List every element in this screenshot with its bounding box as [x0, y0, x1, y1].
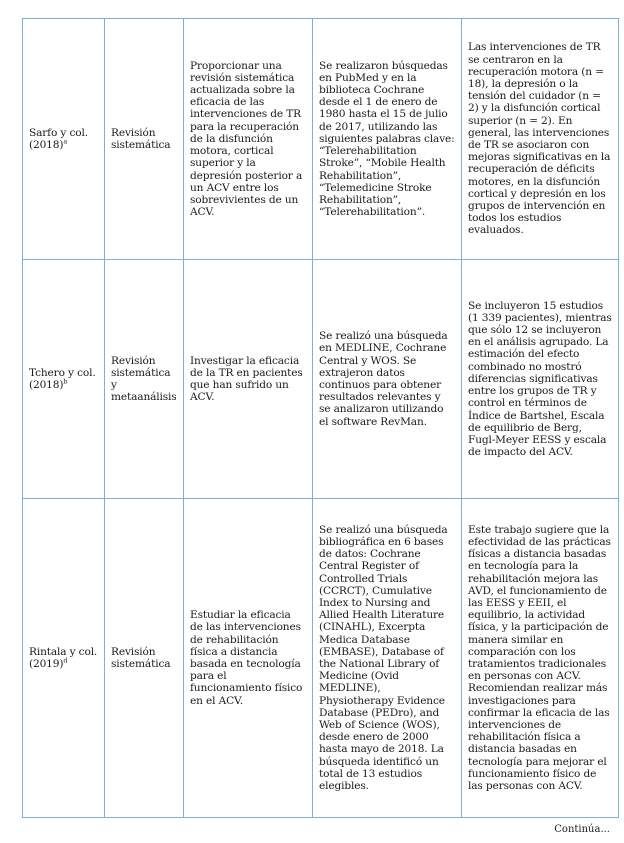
type-cell: [105, 499, 184, 818]
type-cell: [105, 260, 184, 499]
method-text: Se realizó una búsqueda en MEDLINE, Cochrane Central y WOS. Se extrajeron datos continuos para obtener resultados relevantes y se analizaron utilizando el software RevMan.: [319, 330, 448, 428]
table-row: [23, 260, 619, 499]
table-row: [23, 19, 619, 260]
method-text: Se realizó una búsqueda bibliográfica en 6 bases de datos: Cochrane Central Register of Controlled Trials (CCRCT), Cumulative Index to Nursing and Allied Health Literature (CINAHL), Excerpta Medica Database (EMBASE), Database of the National Library of Medicine (Ovid MEDLINE), Physiotherapy Evidence Database (PEDro), and Web of Science (WOS), desde enero de 2000 hasta mayo de 2018. La búsqueda identificó un total de 13 estudios elegibles.: [319, 523, 448, 793]
footnote-marker: d: [63, 656, 68, 665]
objective-text: Estudiar la eficacia de las intervenciones de rehabilitación física a distancia basada en tecnología para el funcionamiento físico en el ACV.: [190, 609, 303, 707]
author-cell: [23, 499, 105, 818]
author-text: Tchero y col. (2018): [29, 366, 96, 391]
type-text: Revisión sistemática: [111, 126, 171, 151]
objective-text: Investigar la eficacia de la TR en pacientes que han sufrido un ACV.: [190, 354, 303, 404]
method-cell: [313, 19, 462, 260]
objective-cell: [184, 499, 313, 818]
footnote-marker: b: [63, 377, 68, 386]
method-text: Se realizaron búsquedas en PubMed y en la biblioteca Cochrane desde el 1 de enero de 1980 hasta el 15 de julio de 2017, utilizando las siguientes palabras clave: “Telerehabilitation Stroke”, “Mobile Health Rehabilitation”, “Telemedicine Stroke Rehabilitation”, “Telerehabilitation”.: [319, 59, 455, 219]
type-cell: [105, 19, 184, 260]
author-cell: [23, 260, 105, 499]
method-cell: [313, 260, 462, 499]
results-cell: [462, 260, 619, 499]
type-text: Revisión sistemática y metaanálisis: [111, 354, 177, 404]
results-text: Se incluyeron 15 estudios (1 339 pacientes), mientras que sólo 12 se incluyeron en el análisis agrupado. La estimación del efecto combinado no mostró diferencias significativas entre los grupos de TR y control en términos de Índice de Bartshel, Escala de equilibrio de Berg, Fugl-Meyer EESS y escala de impacto del ACV.: [468, 299, 612, 459]
objective-cell: [184, 260, 313, 499]
studies-table: [22, 18, 619, 818]
method-cell: [313, 499, 462, 818]
objective-cell: [184, 19, 313, 260]
author-text: Rintala y col. (2019): [29, 645, 98, 670]
continue-label: Continúa...: [554, 824, 610, 835]
footnote-marker: a: [63, 137, 68, 146]
results-cell: [462, 19, 619, 260]
author-cell: [23, 19, 105, 260]
table-row: [23, 499, 619, 818]
type-text: Revisión sistemática: [111, 645, 171, 670]
results-text: Este trabajo sugiere que la efectividad de las prácticas físicas a distancia basadas en tecnología para la rehabilitación mejora las AVD, el funcionamiento de las EESS y EEII, el equilibrio, la actividad física, y la participación de manera similar en comparación con los tratamientos tradicionales en personas con ACV. Recomiendan realizar más investigaciones para confirmar la eficacia de las intervenciones de rehabilitación física a distancia basadas en tecnología para mejorar el funcionamiento físico de las personas con ACV.: [468, 523, 611, 793]
author-text: Sarfo y col. (2018): [29, 126, 88, 151]
objective-text: Proporcionar una revisión sistemática actualizada sobre la eficacia de las intervenciones de TR para la recuperación de la disfunción motora, cortical superior y la depresión posterior a un ACV entre los sobrevivientes de un ACV.: [190, 59, 303, 219]
results-cell: [462, 499, 619, 818]
results-text: Las intervenciones de TR se centraron en la recuperación motora (n = 18), la depresión o la tensión del cuidador (n = 2) y la disfunción cortical superior (n = 2). En general, las intervenciones de TR se asociaron con mejoras significativas en la recuperación de déficits motores, en la disfunción cortical y depresión en los grupos de intervención en todos los estudios evaluados.: [468, 41, 611, 237]
